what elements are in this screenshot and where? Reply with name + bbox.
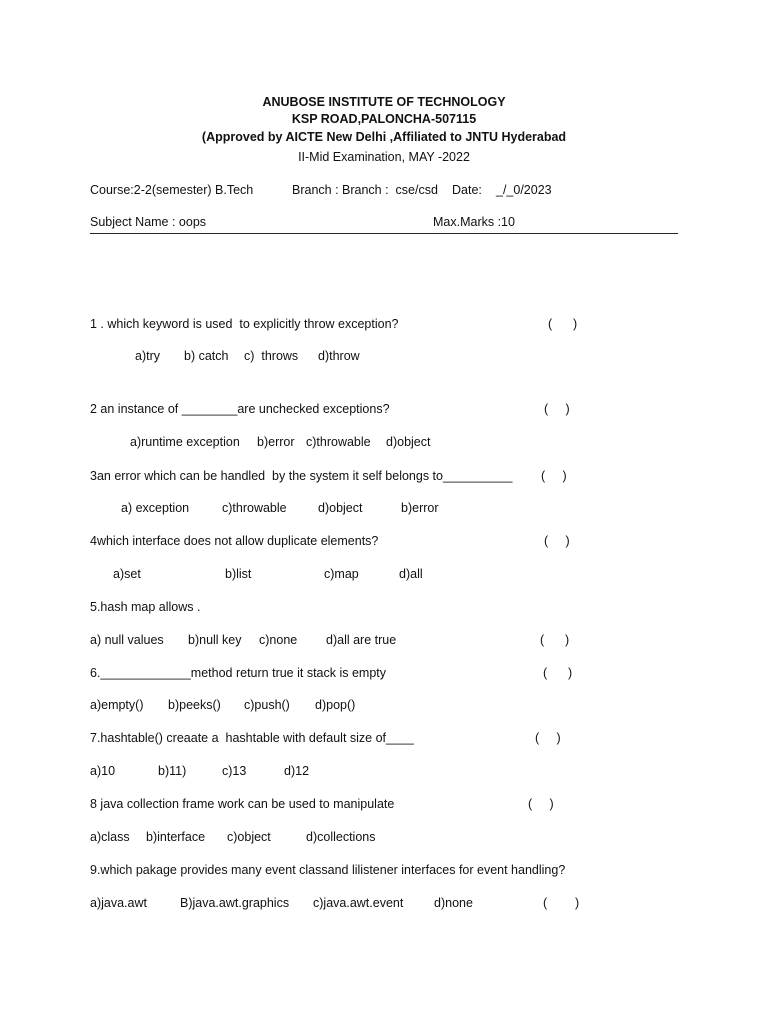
option-3d: b)error xyxy=(401,501,439,515)
question-8: 8 java collection frame work can be used to manipulate xyxy=(90,797,395,811)
answer-bracket-3: ( ) xyxy=(541,469,567,483)
header-divider xyxy=(90,233,678,234)
max-marks: Max.Marks :10 xyxy=(433,215,515,229)
option-4d: d)all xyxy=(399,567,423,581)
option-9d: d)none xyxy=(434,896,473,910)
question-4: 4which interface does not allow duplicate elements? xyxy=(90,534,379,548)
institute-name: ANUBOSE INSTITUTE OF TECHNOLOGY xyxy=(262,95,506,109)
institute-address: KSP ROAD,PALONCHA-507115 xyxy=(291,112,477,126)
approval-line: (Approved by AICTE New Delhi ,Affiliated to JNTU Hyderabad xyxy=(201,130,567,144)
option-2d: d)object xyxy=(386,435,431,449)
option-5a: a) null values xyxy=(90,633,164,647)
option-3a: a) exception xyxy=(121,501,190,515)
option-9c: c)java.awt.event xyxy=(313,896,404,910)
option-5b: b)null key xyxy=(188,633,242,647)
question-7: 7.hashtable() creaate a hashtable with default size of____ xyxy=(90,731,414,745)
option-6b: b)peeks() xyxy=(168,698,221,712)
question-1: 1 . which keyword is used to explicitly throw exception? xyxy=(90,317,399,331)
option-5c: c)none xyxy=(259,633,298,647)
question-3: 3an error which can be handled by the system it self belongs to__________ xyxy=(90,469,513,483)
course-info: Course:2-2(semester) B.Tech xyxy=(90,183,254,197)
option-8c: c)object xyxy=(227,830,271,844)
option-8a: a)class xyxy=(90,830,130,844)
option-9b: B)java.awt.graphics xyxy=(180,896,290,910)
date-label: Date: xyxy=(452,183,482,197)
exam-title: II-Mid Examination, MAY -2022 xyxy=(298,150,470,164)
answer-bracket-9: ( ) xyxy=(543,896,580,910)
option-4c: c)map xyxy=(324,567,359,581)
question-6: 6._____________method return true it stack is empty xyxy=(90,666,387,680)
option-7b: b)11) xyxy=(158,764,187,778)
question-9: 9.which pakage provides many event classand lilistener interfaces for event handling? xyxy=(90,863,566,877)
option-6c: c)push() xyxy=(244,698,290,712)
branch-info: Branch : Branch : cse/csd xyxy=(292,183,438,197)
answer-bracket-4: ( ) xyxy=(544,534,570,548)
option-1b: b) catch xyxy=(184,349,229,363)
subject-name: Subject Name : oops xyxy=(90,215,207,229)
question-2: 2 an instance of ________are unchecked exceptions? xyxy=(90,402,390,416)
answer-bracket-7: ( ) xyxy=(535,731,561,745)
option-6d: d)pop() xyxy=(315,698,356,712)
option-8b: b)interface xyxy=(146,830,206,844)
date-value: _/_0/2023 xyxy=(496,183,552,197)
option-6a: a)empty() xyxy=(90,698,144,712)
option-3b: c)throwable xyxy=(222,501,287,515)
option-4b: b)list xyxy=(225,567,252,581)
option-2c: c)throwable xyxy=(306,435,371,449)
option-3c: d)object xyxy=(318,501,363,515)
option-7c: c)13 xyxy=(222,764,247,778)
option-5d: d)all are true xyxy=(326,633,397,647)
answer-bracket-5: ( ) xyxy=(540,633,570,647)
option-7a: a)10 xyxy=(90,764,116,778)
option-8d: d)collections xyxy=(306,830,376,844)
answer-bracket-2: ( ) xyxy=(544,402,570,416)
option-2b: b)error xyxy=(257,435,295,449)
option-1d: d)throw xyxy=(318,349,360,363)
answer-bracket-1: ( ) xyxy=(548,317,578,331)
option-2a: a)runtime exception xyxy=(130,435,240,449)
option-9a: a)java.awt xyxy=(90,896,147,910)
option-7d: d)12 xyxy=(284,764,310,778)
option-1c: c) throws xyxy=(244,349,299,363)
option-4a: a)set xyxy=(113,567,141,581)
option-1a: a)try xyxy=(135,349,160,363)
answer-bracket-8: ( ) xyxy=(528,797,554,811)
answer-bracket-6: ( ) xyxy=(543,666,573,680)
question-5: 5.hash map allows . xyxy=(90,600,201,614)
